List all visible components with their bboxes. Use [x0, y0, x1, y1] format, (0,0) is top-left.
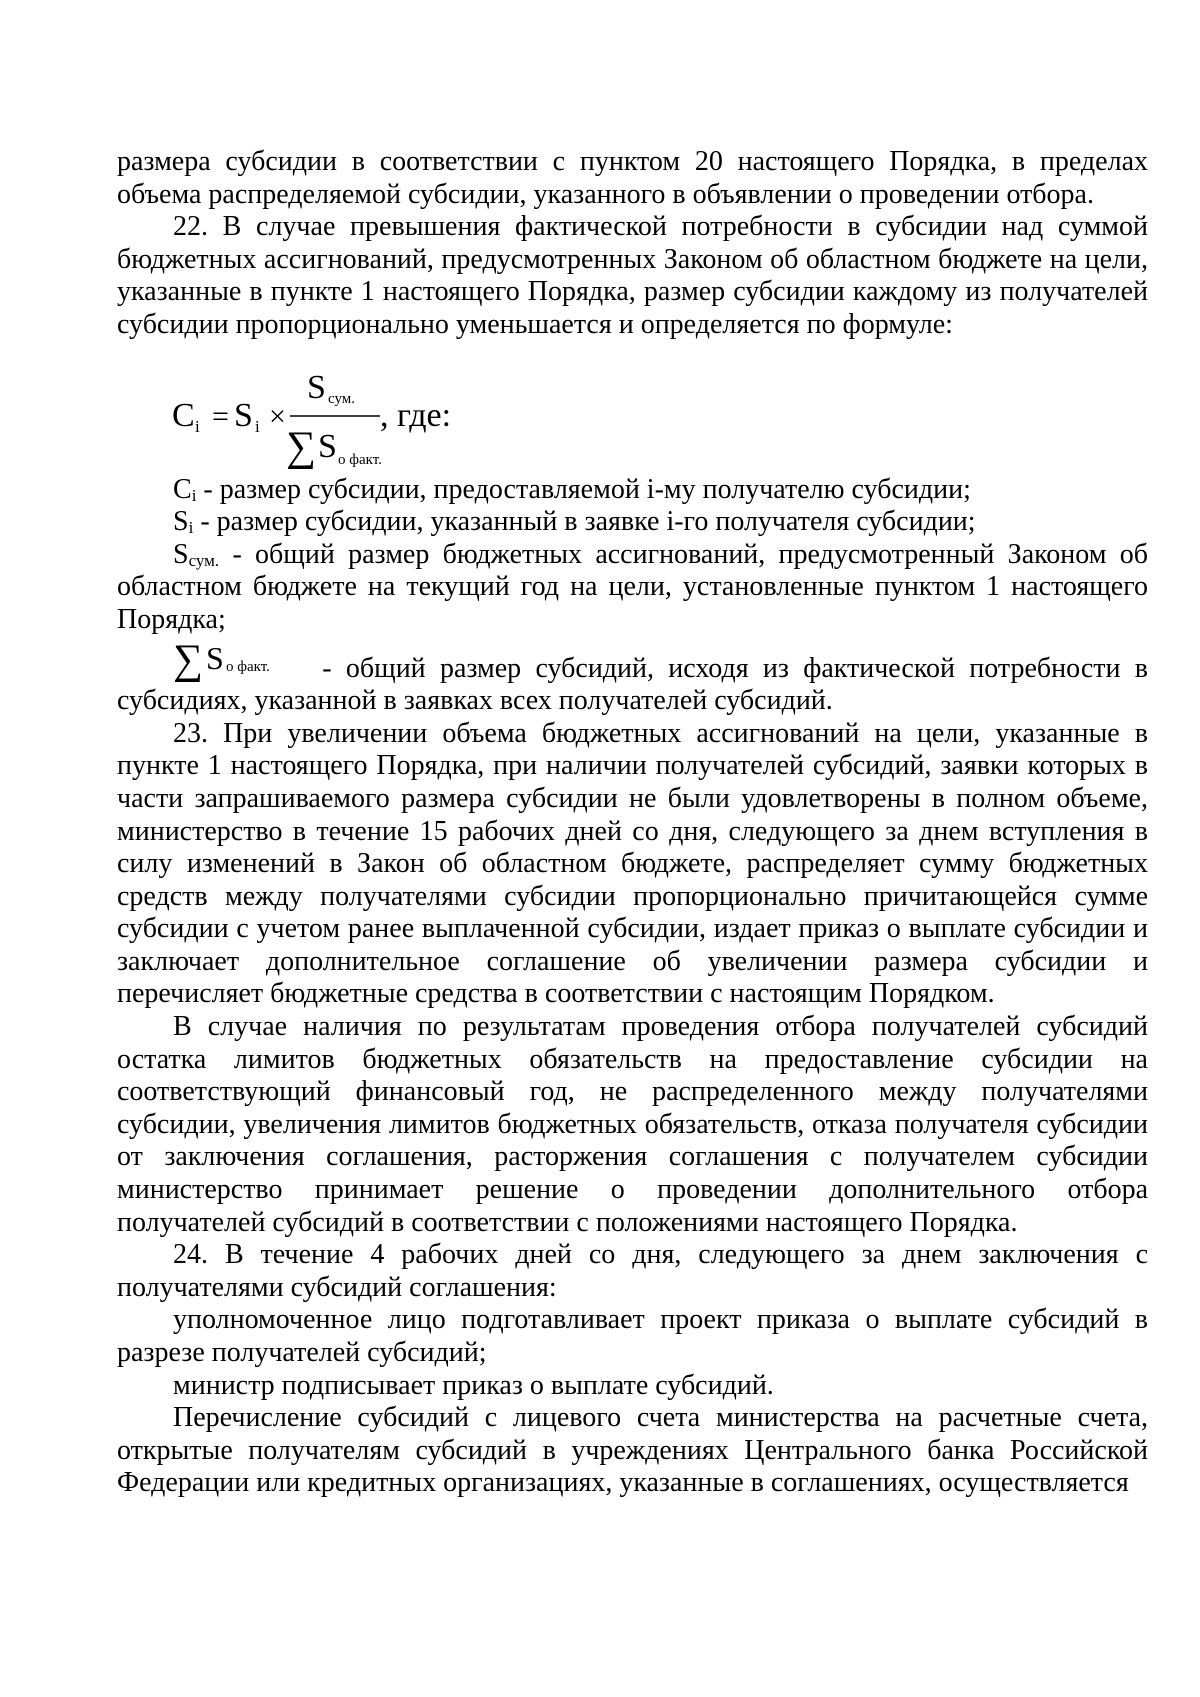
- sfact-text: - общий размер субсидий, исходя из фактической потребности в субсидиях, указанной в заявках всех получателей субсидий.: [117, 652, 1148, 717]
- formula-suffix: , где:: [380, 396, 452, 434]
- formula-num: S: [307, 369, 326, 406]
- formula-lhs: C: [172, 396, 195, 434]
- sfact-symbol: [173, 636, 308, 685]
- si-symbol: S: [173, 506, 189, 538]
- document-page: [117, 146, 1148, 1500]
- paragraph-additional-selection: В случае наличия по результатам проведения отбора получателей субсидий остатка лимитов бюджетных обязательств на предоставление субсидии на соответствующий финансовый год, не распределенного между получателями субсидии, увеличения лимитов бюджетных обязательств, отказа получателя субсидии от заключения соглашения, расторжения соглашения с получателем субсидии министерство принимает решение о проведении дополнительного отбора получателей субсидий в соответствии с положениями настоящего Порядка.: [117, 1011, 1148, 1238]
- formula-si: S: [234, 396, 253, 434]
- ci-symbol: C: [173, 473, 192, 505]
- sfact-s: S: [206, 639, 224, 676]
- formula: [117, 342, 1148, 474]
- ssum-subscript: сум.: [188, 550, 220, 570]
- formula-svg: [172, 370, 592, 470]
- paragraph-24-item-2: министр подписывает приказ о выплате субсидий.: [173, 1369, 774, 1401]
- paragraph-transfer: Перечисление субсидий с лицевого счета министерства на расчетные счета, открытые получателям субсидий в учреждениях Центрального банка Российской Федерации или кредитных организациях, указанные в соглашениях, осуществляется: [117, 1402, 1148, 1499]
- definition-si: [117, 506, 1148, 539]
- formula-times: ×: [269, 399, 286, 433]
- ssum-text: - общий размер бюджетных ассигнований, предусмотренный Законом об областном бюджете на текущий год на цели, установленные пунктом 1 настоящего Порядка;: [117, 538, 1148, 635]
- paragraph-24: 24. В течение 4 рабочих дней со дня, следующего за днем заключения с получателями субсидий соглашения:: [117, 1239, 1148, 1303]
- paragraph-22: 22. В случае превышения фактической потребности в субсидии над суммой бюджетных ассигнований, предусмотренных Законом об областном бюджете на цели, указанные в пункте 1 настоящего Порядка, размер субсидии каждому из получателей субсидии пропорционально уменьшается и определяется по формуле:: [117, 211, 1148, 340]
- formula-si-sub: i: [255, 416, 260, 436]
- definition-sfact: [117, 636, 1148, 718]
- sfact-sigma: ∑: [173, 636, 203, 683]
- formula-den-sub: о факт.: [338, 451, 382, 468]
- definition-ci: [117, 474, 1148, 507]
- formula-eq: =: [212, 399, 229, 433]
- paragraph-continuation: размера субсидии в соответствии с пунктом 20 настоящего Порядка, в пределах объема распределяемой субсидии, указанного в объявлении о проведении отбора.: [117, 146, 1148, 210]
- formula-den: S: [318, 427, 337, 465]
- si-subscript: i: [188, 518, 194, 538]
- ci-text: - размер субсидии, предоставляемой i-му получателю субсидии;: [196, 473, 971, 505]
- formula-lhs-sub: i: [195, 416, 200, 436]
- si-text: - размер субсидии, указанный в заявке i-го получателя субсидии;: [193, 506, 976, 538]
- paragraph-24-item-1: уполномоченное лицо подготавливает проект приказа о выплате субсидий в разрезе получателей субсидий;: [117, 1304, 1148, 1368]
- formula-sigma: ∑: [286, 423, 316, 470]
- formula-num-sub: сум.: [328, 390, 356, 407]
- sfact-sub: о факт.: [226, 658, 270, 675]
- ssum-symbol: S: [173, 538, 189, 570]
- paragraph-23: 23. При увеличении объема бюджетных ассигнований на цели, указанные в пункте 1 настоящего Порядка, при наличии получателей субсидий, заявки которых в части запрашиваемого размера субсидии не были удовлетворены в полном объеме, министерство в течение 15 рабочих дней со дня, следующего за днем вступления в силу изменений в Закон об областном бюджете, распределяет сумму бюджетных средств между получателями субсидии пропорционально причитающейся сумме субсидии с учетом ранее выплаченной субсидии, издает приказ о выплате субсидии и заключает дополнительное соглашение об увеличении размера субсидии и перечисляет бюджетные средства в соответствии с настоящим Порядком.: [117, 717, 1148, 1010]
- definition-ssum: [117, 539, 1148, 637]
- ci-subscript: i: [191, 485, 197, 505]
